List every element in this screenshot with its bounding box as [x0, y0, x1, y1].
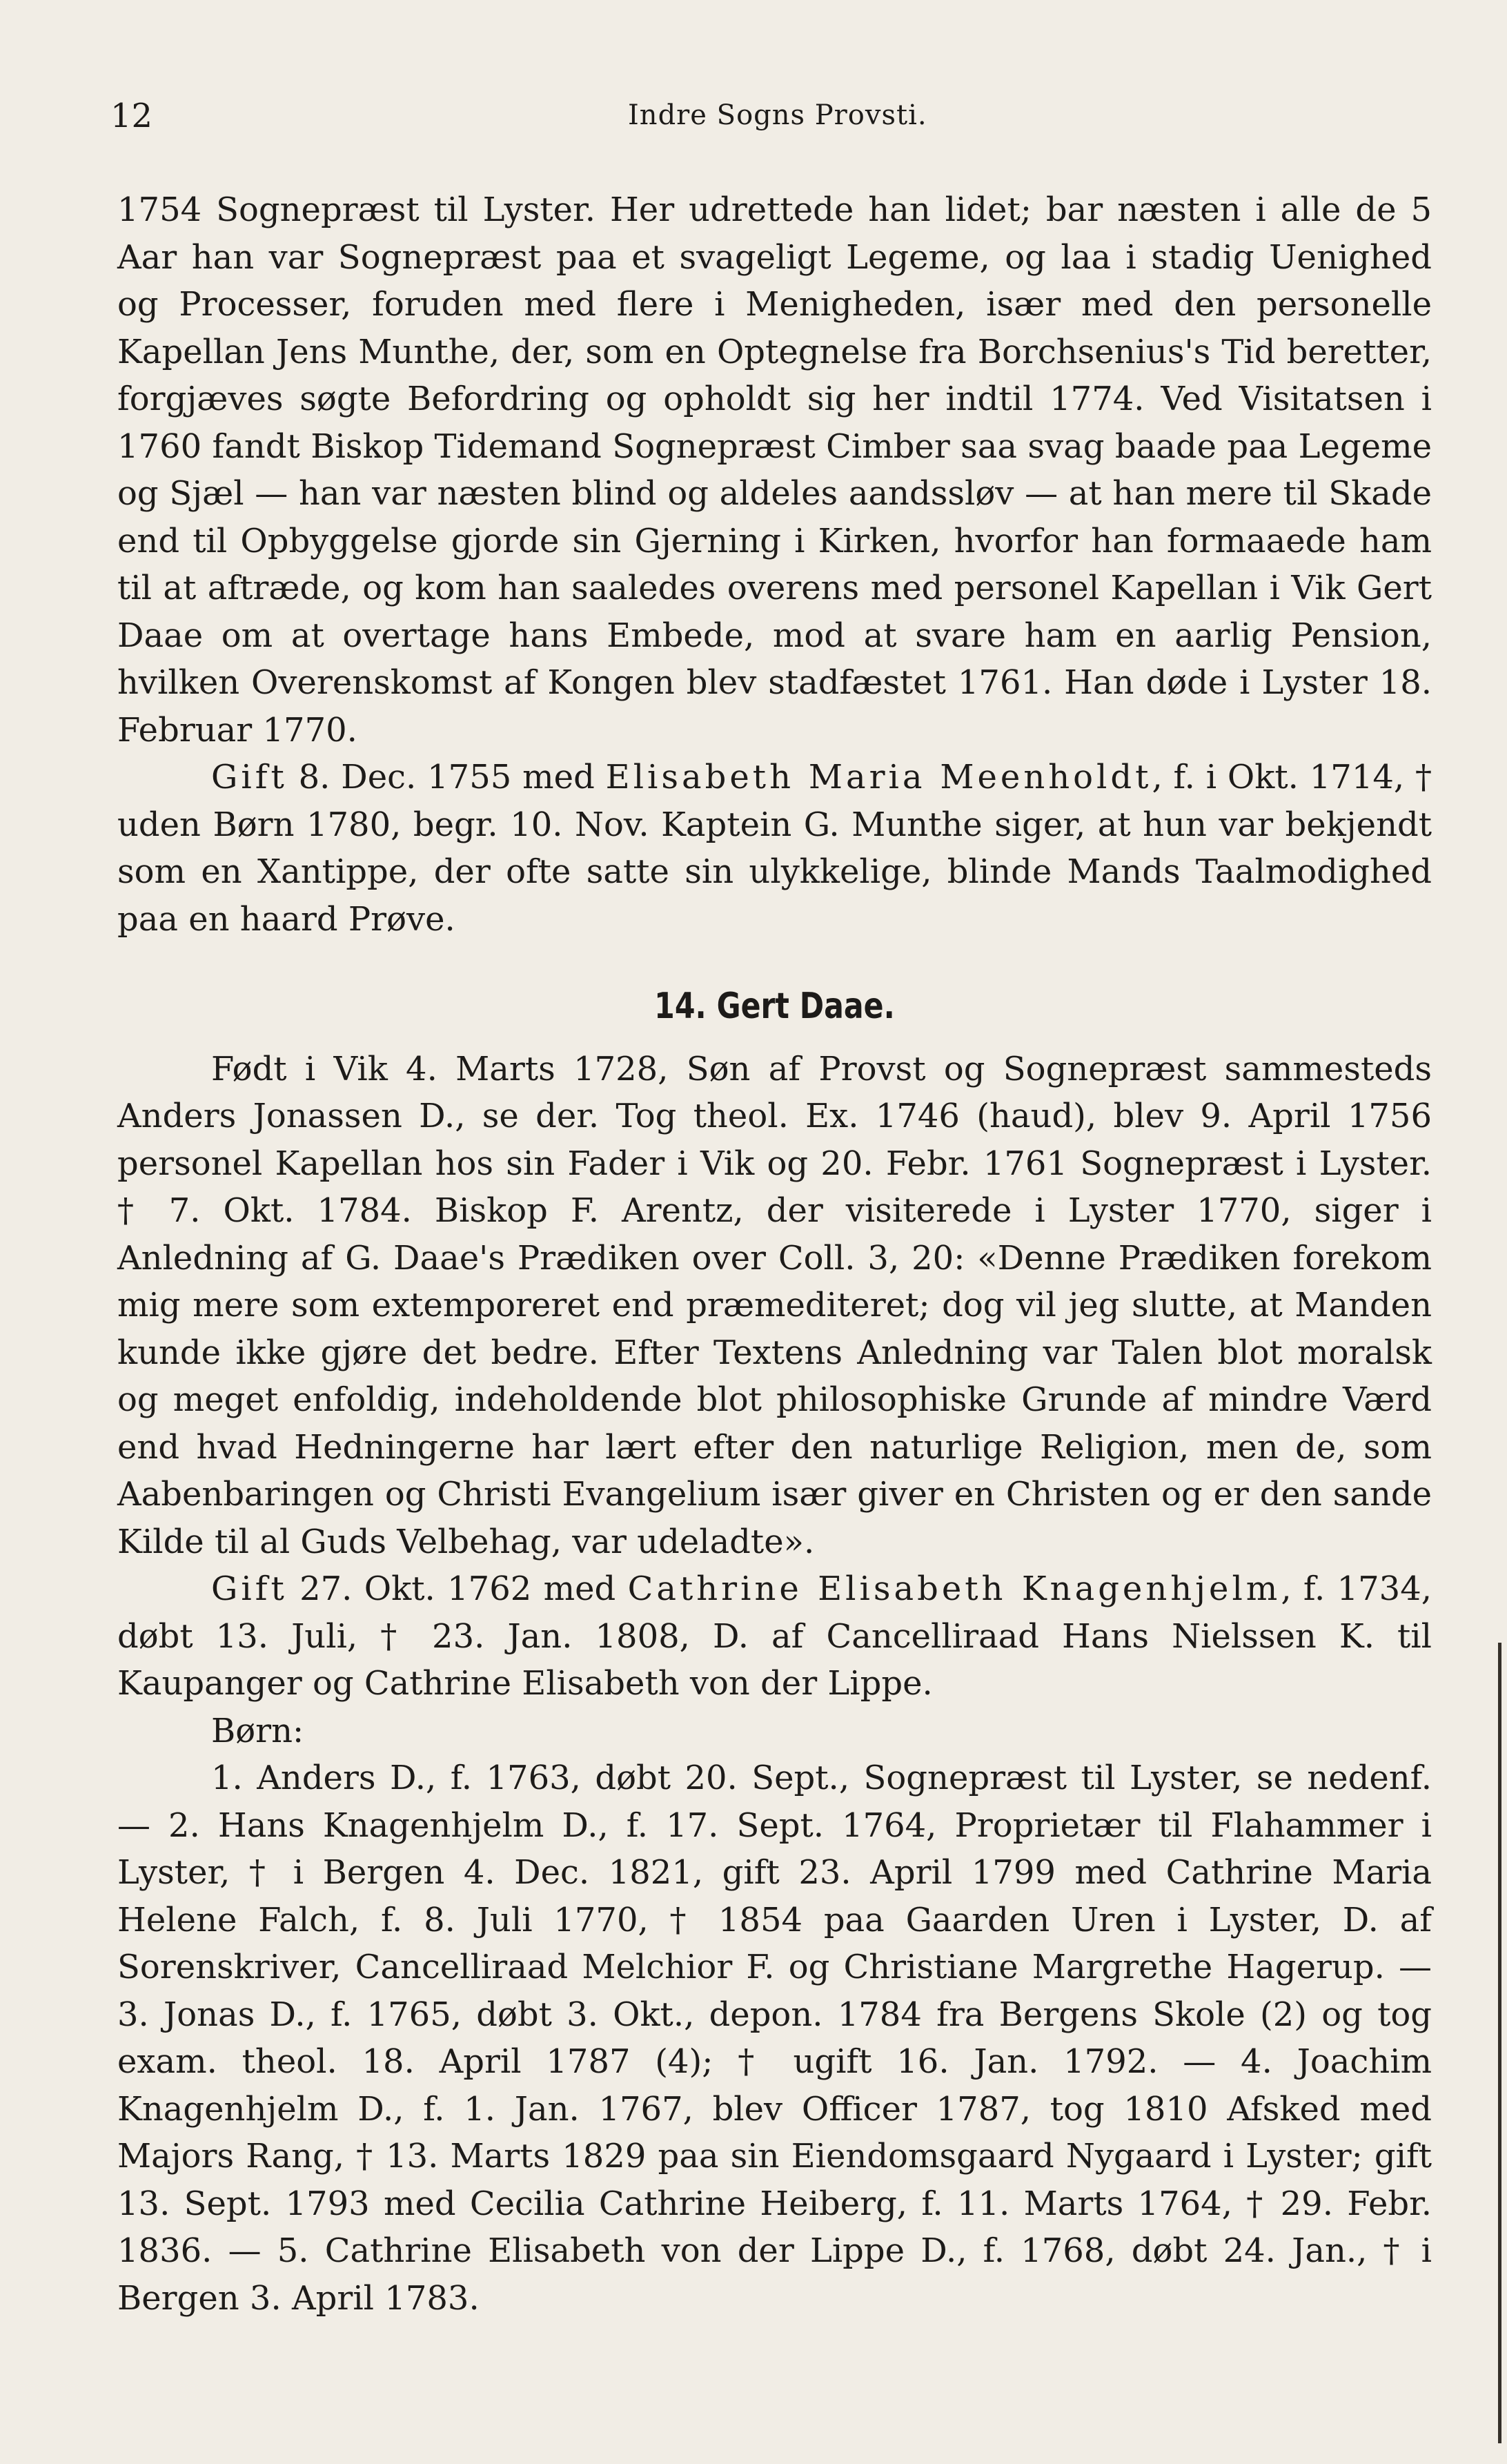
page-number: 12: [110, 97, 153, 135]
spouse-name: Elisabeth Maria Meenholdt: [605, 758, 1152, 796]
marriage-label: Gift: [211, 758, 288, 796]
marriage-details: , f. 1734, døbt 13. Juli, † 23. Jan. 1808, D. af Cancelliraad Hans Nielssen K. til Kaupanger og Cathrine Elisabeth von der Lippe.: [117, 1570, 1432, 1703]
section-heading: 14. Gert Daae.: [654, 986, 895, 1027]
marriage-details: , f. i Okt. 1714, † uden Børn 1780, begr. 10. Nov. Kaptein G. Munthe siger, at hun var bekjendt som en Xantippe, der ofte satte sin ulykkelige, blinde Mands Taalmodighed paa en haard Prøve.: [117, 758, 1432, 939]
children-list: 1. Anders D., f. 1763, døbt 20. Sept., Sognepræst til Lyster, se nedenf. — 2. Hans Knagenhjelm D., f. 17. Sept. 1764, Proprietær til Flahammer i Lyster, † i Bergen 4. Dec. 1821, gift 23. April 1799 med Cathrine Maria Helene Falch, f. 8. Juli 1770, † 1854 paa Gaarden Uren i Lyster, D. af Sorenskriver, Cancelliraad Melchior F. og Christiane Margrethe Hagerup. — 3. Jonas D., f. 1765, døbt 3. Okt., depon. 1784 fra Bergens Skole (2) og tog exam. theol. 18. April 1787 (4); † ugift 16. Jan. 1792. — 4. Joachim Knagenhjelm D., f. 1. Jan. 1767, blev Officer 1787, tog 1810 Afsked med Majors Rang, † 13. Marts 1829 paa sin Eiendomsgaard Nygaard i Lyster; gift 13. Sept. 1793 med Cecilia Cathrine Heiberg, f. 11. Marts 1764, † 29. Febr. 1836. — 5. Cathrine Elisabeth von der Lippe D., f. 1768, døbt 24. Jan., † i Bergen 3. April 1783.: [117, 1759, 1432, 2318]
running-title: Indre Sogns Provsti.: [628, 99, 927, 131]
entry-13-paragraph: 1754 Sognepræst til Lyster. Her udrettede han lidet; bar næsten i alle de 5 Aar han var Sognepræst paa et svageligt Legeme, og laa i stadig Uenighed og Processer, foruden med flere i Menigheden, især med den personelle Kapellan Jens Munthe, der, som en Optegnelse fra Borchsenius's Tid beretter, forgjæves søgte Befordring og opholdt sig her indtil 1774. Ved Visitatsen i 1760 fandt Biskop Tidemand Sognepræst Cimber saa svag baade paa Legeme og Sjæl — han var næsten blind og aldeles aandssløv — at han mere til Skade end til Opbyggelse gjorde sin Gjerning i Kirken, hvorfor han formaaede ham til at aftræde, og kom han saaledes overens med personel Kapellan i Vik Gert Daae om at overtage hans Embede, mod at svare ham en aarlig Pension, hvilken Overenskomst af Kongen blev stadfæstet 1761. Han døde i Lyster 18. Februar 1770.: [117, 190, 1432, 750]
page-header: [110, 97, 1435, 152]
spouse-name: Cathrine Elisabeth Knagenhjelm: [627, 1570, 1281, 1608]
entry-13-marriage: [117, 754, 1432, 943]
marriage-label: Gift: [211, 1570, 288, 1608]
entry-14-marriage: [117, 1565, 1432, 1708]
entry-14-paragraph: Født i Vik 4. Marts 1728, Søn af Provst og Sognepræst sammesteds Anders Jonassen D., se der. Tog theol. Ex. 1746 (haud), blev 9. April 1756 personel Kapellan hos sin Fader i Vik og 20. Febr. 1761 Sognepræst i Lyster. † 7. Okt. 1784. Biskop F. Arentz, der visiterede i Lyster 1770, siger i Anledning af G. Daae's Prædiken over Coll. 3, 20: «Denne Prædiken forekom mig mere som extemporeret end præmediteret; dog vil jeg slutte, at Manden kunde ikke gjøre det bedre. Efter Textens Anledning var Talen blot moralsk og meget enfoldig, indeholdende blot philosophiske Grunde af mindre Værd end hvad Hedningerne har lært efter den naturlige Religion, men de, som Aabenbaringen og Christi Evangelium især giver en Christen og er den sande Kilde til al Guds Velbehag, var udeladte».: [117, 1049, 1432, 1561]
marriage-date: 27. Okt. 1762 med: [287, 1570, 628, 1608]
marriage-date: 8. Dec. 1755 med: [287, 758, 606, 796]
children-label: Børn:: [211, 1711, 304, 1750]
page-edge-shadow: [1498, 1643, 1501, 2443]
page-body: [117, 186, 1432, 2322]
